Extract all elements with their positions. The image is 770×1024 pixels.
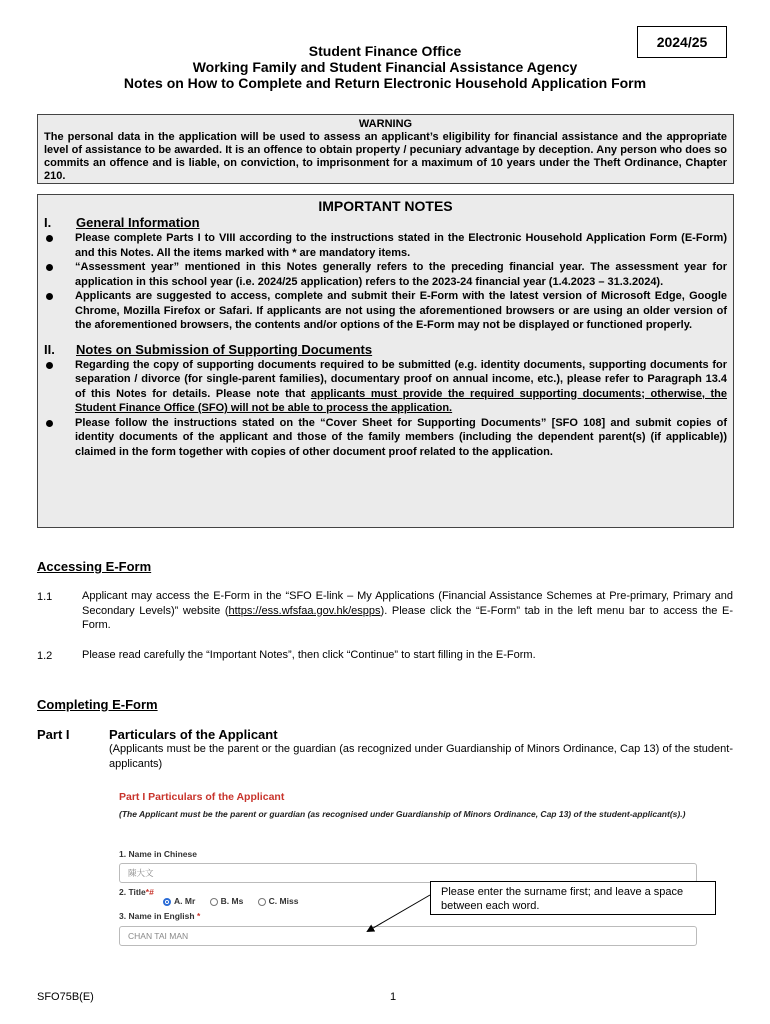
radio-icon	[258, 898, 266, 906]
paragraph-1-1	[82, 589, 733, 633]
section-number: II.	[44, 341, 55, 357]
section-heading-supporting-docs	[44, 342, 727, 358]
title-label	[119, 887, 154, 897]
section-title: General Information	[76, 215, 200, 230]
form-code: SFO75B(E)	[37, 991, 94, 1003]
title-line-2: Working Family and Student Financial Assistance Agency	[192, 59, 578, 75]
page-number: 1	[390, 991, 397, 1003]
radio-icon	[210, 898, 218, 906]
paragraph-1-2: Please read carefully the “Important Notes”, then click “Continue” to start filling in the E-Form.	[82, 649, 536, 661]
document-title	[0, 43, 770, 91]
paragraph-text: Applicant may access the E-Form in the “SFO E-link – My Applications (Financial Assistance Schemes at Pre-primary, Primary and Secondary Levels)” website (	[82, 590, 733, 617]
bullet-text: Please follow the instructions stated on the “Cover Sheet for Supporting Documents” [SFO 108] and submit copies of identity documents of the applicant and those of the family members (including the dependent parent(s) (if applicable)) claimed in the form together with copies of other document proof related to the application.	[75, 416, 727, 458]
radio-label: A. Mr	[174, 896, 196, 906]
title-label-text: 2. Title	[119, 887, 146, 897]
list-item	[44, 231, 727, 260]
paragraph-text: ). Please click the “E-Form” tab in the left menu bar to access the E-Form.	[82, 604, 733, 631]
list-item	[44, 416, 727, 460]
name-chinese-label: 1. Name in Chinese	[119, 849, 197, 859]
section-heading-general	[44, 215, 727, 231]
name-english-input[interactable]: CHAN TAI MAN	[119, 926, 697, 946]
title-radio-group	[163, 896, 298, 906]
name-english-label-text: 3. Name in English	[119, 911, 195, 921]
bullet-text: Applicants are suggested to access, complete and submit their E-Form with the latest version of Microsoft Edge, Google Chrome, Mozilla Firefox or Safari. If applicants are not using the aforementioned browsers or are using an older version of the aforementioned browsers, the contents and/or options of the E-Form may not be displayed or functioned properly.	[75, 290, 727, 331]
bullet-text: “Assessment year” mentioned in this Notes generally refers to the preceding financial year. The assessment year for application in this school year (i.e. 2024/25 application) refers to the 2023-24 financial year (1.4.2023 – 31.3.2024).	[75, 261, 727, 288]
paragraph-number: 1.1	[37, 591, 53, 603]
section-title: Notes on Submission of Supporting Documents	[76, 341, 373, 357]
title-option-mr[interactable]	[163, 896, 195, 906]
important-notes-box	[37, 194, 734, 528]
warning-text: The personal data in the application will be used to assess an applicant’s eligibility for financial assistance and the appropriate level of assistance to be awarded. It is an offence to obtain property / pecuniary advantage by deception. Any person who does so commits an offence and is liable, on conviction, to imprisonment for a maximum of 10 years under the Theft Ordinance, Chapter 210.	[44, 131, 727, 182]
bullet-icon	[46, 235, 53, 242]
mandatory-marker: *	[196, 911, 201, 921]
part-title: Particulars of the Applicant	[109, 727, 278, 742]
warning-title: WARNING	[358, 118, 413, 130]
paragraph-number: 1.2	[37, 650, 53, 662]
callout-note: Please enter the surname first; and leave a space between each word.	[430, 881, 716, 915]
list-item	[44, 358, 727, 416]
accessing-heading: Accessing E-Form	[37, 559, 152, 574]
form-part-subtitle: (The Applicant must be the parent or guardian (as recognised under Guardianship of Minors Ordinance, Cap 13) of the student-applicant(s).)	[119, 809, 686, 819]
year-badge: 2024/25	[637, 26, 727, 58]
title-option-miss[interactable]	[258, 896, 299, 906]
bullet-text: Regarding the copy of supporting documents required to be submitted (e.g. identity documents, supporting documents for separation / divorce (for single-parent families), documentary proof on annual income, etc.), please refer to Paragraph 13.4 of this Notes for details. Please note that	[75, 358, 727, 400]
bullet-text: Please complete Parts I to VIII according to the instructions stated in the Electronic Household Application Form (E-Form) and this Notes. All the items marked with * are mandatory items.	[75, 232, 727, 259]
list-item	[44, 260, 727, 289]
form-part-title: Part I Particulars of the Applicant	[119, 791, 285, 803]
name-chinese-input[interactable]: 陳大文	[119, 863, 697, 883]
callout-arrow-icon	[360, 893, 440, 939]
title-line-1: Student Finance Office	[308, 43, 462, 59]
title-option-ms[interactable]	[210, 896, 244, 906]
radio-label: B. Ms	[220, 896, 244, 906]
bullet-icon	[46, 293, 53, 300]
radio-selected-icon	[163, 898, 171, 906]
list-item	[44, 289, 727, 333]
part-number: Part I	[37, 727, 70, 742]
title-line-3: Notes on How to Complete and Return Electronic Household Application Form	[123, 75, 647, 91]
important-notes-title: IMPORTANT NOTES	[318, 198, 453, 214]
bullet-icon	[46, 264, 53, 271]
website-link[interactable]: https://ess.wfsfaa.gov.hk/espps	[228, 604, 381, 617]
part-description: (Applicants must be the parent or the guardian (as recognized under Guardianship of Minors Ordinance, Cap 13) of the student-applicants)	[109, 743, 733, 770]
bullet-text-underlined: applicants must provide the required supporting documents; otherwise, the Student Finance Office (SFO) will not be able to process the application.	[75, 387, 727, 414]
bullet-icon	[46, 362, 53, 369]
warning-box	[37, 114, 734, 184]
completing-heading: Completing E-Form	[37, 697, 158, 712]
name-english-label	[119, 911, 200, 921]
section-number: I.	[44, 215, 52, 230]
bullet-icon	[46, 420, 53, 427]
radio-label: C. Miss	[268, 896, 299, 906]
mandatory-marker: *#	[145, 887, 154, 897]
